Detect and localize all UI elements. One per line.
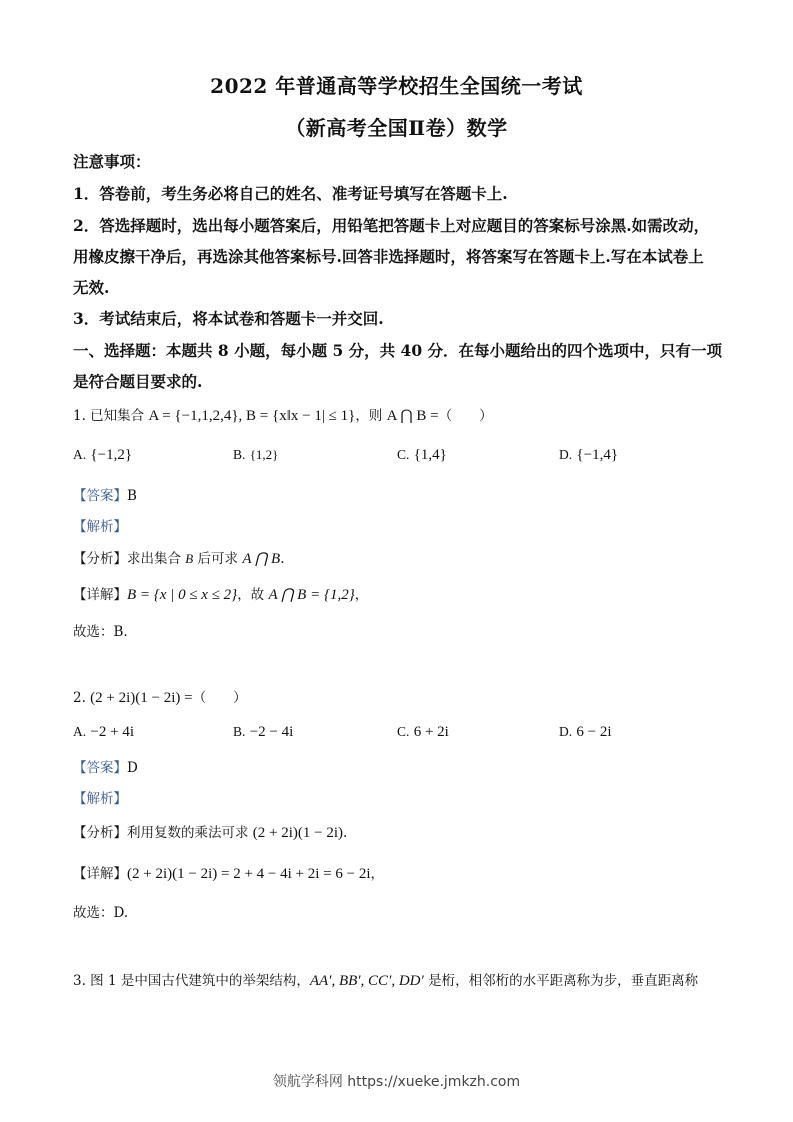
option-a: A. {−1,2} — [73, 447, 133, 463]
section-heading-line-1: 一、选择题：本题共 8 小题，每小题 5 分，共 40 分．在每小题给出的四个选项中，只有一项 — [73, 341, 723, 360]
option-b: B. −2 − 4i — [233, 724, 294, 740]
analysis-line: 【分析】求出集合 B 后可求 A ⋂ B. — [73, 551, 285, 567]
detail-line: 【详解】B = {x | 0 ≤ x ≤ 2}，故 A ⋂ B = {1,2}， — [73, 587, 369, 603]
answer-tag: 【答案】 — [73, 488, 127, 504]
math-expression: (2 + 2i)(1 − 2i) = — [90, 690, 193, 706]
question-number: 2. — [73, 690, 91, 706]
question-3-stem — [73, 969, 698, 990]
answer-line — [73, 484, 137, 504]
detail-line: 【详解】(2 + 2i)(1 − 2i) = 2 + 4 − 4i + 2i = 6 − 2i， — [73, 866, 384, 882]
notice-item-3: 3．考试结束后，将本试卷和答题卡一并交回. — [73, 309, 384, 328]
option-b: B. {1,2} — [233, 447, 279, 462]
page-title: 2022 年普通高等学校招生全国统一考试 — [210, 74, 583, 98]
option-d: D. {−1,4} — [559, 447, 619, 463]
analysis-line: 【分析】利用复数的乘法可求 (2 + 2i)(1 − 2i). — [73, 825, 348, 841]
question-1-stem — [73, 404, 493, 425]
option-a: A. −2 + 4i — [73, 724, 135, 740]
option-c: C. {1,4} — [397, 447, 447, 463]
answer-line — [73, 756, 138, 776]
answer-blank: （ ） — [438, 408, 493, 424]
answer-value: D — [127, 760, 138, 776]
question-number: 3. — [73, 973, 91, 989]
notice-item-2-line-1: 2．答选择题时，选出每小题答案后，用铅笔把答题卡上对应题目的答案标号涂黑.如需改动， — [73, 216, 710, 235]
math-expression: AA′, BB′, CC′, DD′ — [309, 973, 424, 989]
question-text: ，则 — [355, 408, 387, 424]
option-c: C. 6 + 2i — [397, 724, 449, 740]
math-expression: A ⋂ B = — [386, 408, 439, 424]
analysis-tag: 【解析】 — [73, 519, 127, 535]
answer-value: B — [127, 488, 137, 504]
question-text: 已知集合 — [90, 408, 149, 424]
analysis-tag: 【解析】 — [73, 791, 127, 807]
page-subtitle: （新高考全国Ⅱ卷）数学 — [285, 116, 508, 140]
answer-blank: （ ） — [192, 690, 247, 706]
notice-item-1: 1．答卷前，考生务必将自己的姓名、准考证号填写在答题卡上. — [73, 184, 508, 203]
section-heading-line-2: 是符合题目要求的. — [73, 372, 203, 391]
question-number: 1. — [73, 408, 91, 424]
notice-heading: 注意事项： — [73, 152, 151, 171]
notice-item-2-line-3: 无效. — [73, 278, 110, 297]
footer-watermark: 领航学科网 https://xueke.jmkzh.com — [272, 1074, 521, 1090]
math-expression: A = {−1,1,2,4}, B = {x‖x − 1| ≤ 1} — [148, 408, 356, 424]
question-text: 图 1 是中国古代建筑中的举架结构， — [90, 973, 310, 989]
answer-tag: 【答案】 — [73, 760, 127, 776]
choice-line: 故选：D. — [73, 905, 129, 921]
notice-item-2-line-2: 用橡皮擦干净后，再选涂其他答案标号.回答非选择题时，将答案写在答题卡上.写在本试卷上 — [73, 247, 704, 266]
choice-line: 故选：B. — [73, 624, 128, 640]
question-text: 是桁，相邻桁的水平距离称为步，垂直距离称 — [423, 973, 699, 989]
question-2-stem — [73, 686, 247, 707]
option-d: D. 6 − 2i — [559, 724, 612, 740]
